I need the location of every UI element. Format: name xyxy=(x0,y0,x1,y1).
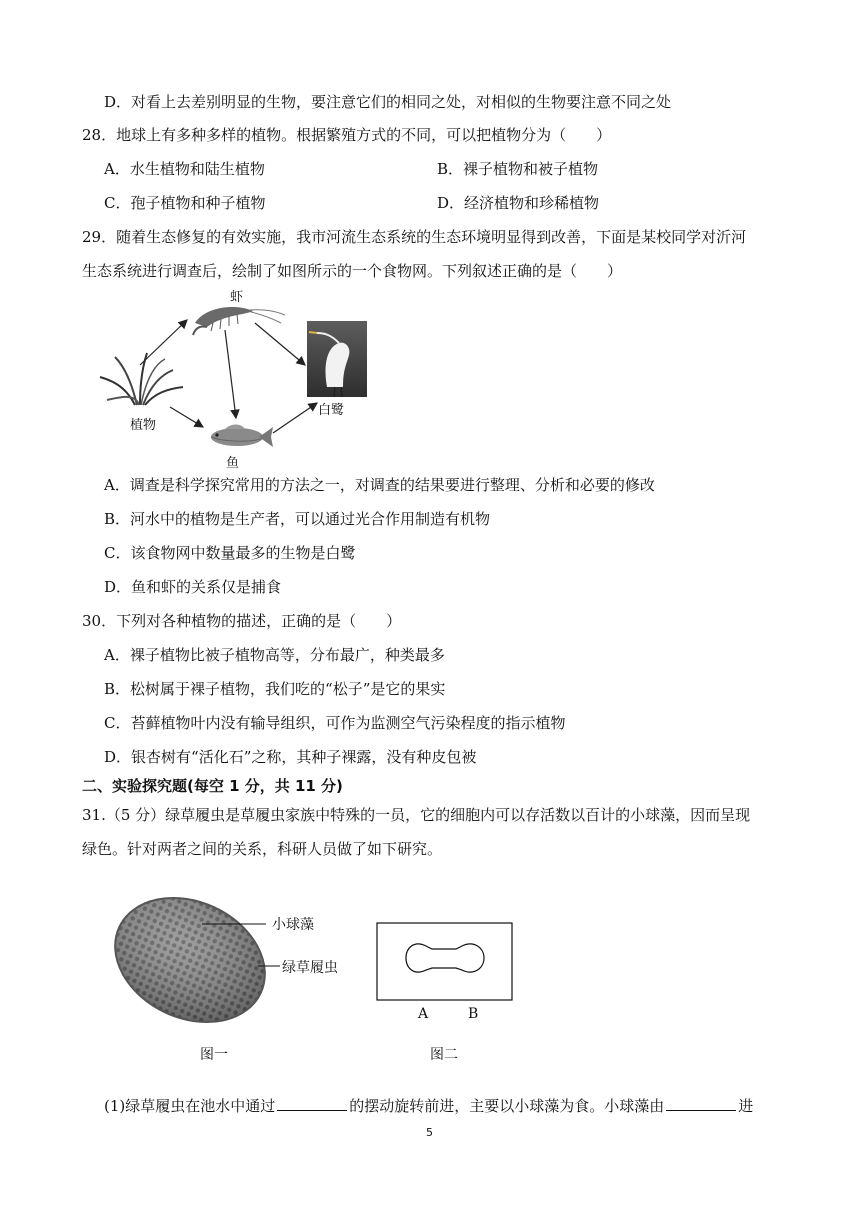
label-plant: 植物 xyxy=(130,418,157,433)
figure-2-chamber xyxy=(376,922,516,1004)
q30-option-d: D．银杏树有“活化石”之称，其种子裸露，没有种皮包被 xyxy=(104,748,477,766)
q29-option-b: B．河水中的植物是生产者，可以通过光合作用制造有机物 xyxy=(104,510,491,528)
q28-option-b: B．裸子植物和被子植物 xyxy=(437,160,599,178)
fish-image xyxy=(211,425,273,448)
q30-option-c: C．苔藓植物叶内没有输导组织，可作为监测空气污染程度的指示植物 xyxy=(104,714,566,732)
q30-stem: 30．下列对各种植物的描述，正确的是（ ） xyxy=(82,612,402,630)
q31-sub1-text-3: 进 xyxy=(738,1097,754,1115)
q29-stem-line1: 29．随着生态修复的有效实施，我市河流生态系统的生态环境明显得到改善，下面是某校同学对沂河 xyxy=(82,228,747,246)
q31-sub1-text-1: (1)绿草履虫在池水中通过 xyxy=(104,1097,276,1115)
figure-2-caption: 图二 xyxy=(430,1047,458,1063)
answer-blank-1[interactable] xyxy=(277,1094,347,1111)
q31-sub1 xyxy=(104,1094,753,1117)
egret-image xyxy=(307,321,367,397)
label-fish: 鱼 xyxy=(226,456,240,471)
page-number: 5 xyxy=(426,1126,433,1139)
label-egret: 白鹭 xyxy=(318,403,345,418)
label-a: A xyxy=(418,1006,429,1022)
q29-option-a: A．调查是科学探究常用的方法之一，对调查的结果要进行整理、分析和必要的修改 xyxy=(104,476,655,494)
section-heading: 二、实验探究题(每空 1 分，共 11 分) xyxy=(82,777,343,795)
arrow-plant-to-fish xyxy=(170,407,203,427)
q30-option-a: A．裸子植物比被子植物高等，分布最广，种类最多 xyxy=(104,646,445,664)
q31-stem-line2: 绿色。针对两者之间的关系，科研人员做了如下研究。 xyxy=(82,840,443,858)
q29-option-d: D．鱼和虾的关系仅是捕食 xyxy=(104,578,282,596)
q28-stem: 28．地球上有多种多样的植物。根据繁殖方式的不同，可以把植物分为（ ） xyxy=(82,126,612,144)
food-web-diagram xyxy=(95,285,385,470)
q28-option-c: C．孢子植物和种子植物 xyxy=(104,194,266,212)
q29-stem-line2: 生态系统进行调查后，绘制了如图所示的一个食物网。下列叙述正确的是（ ） xyxy=(82,262,623,280)
arrow-fish-to-egret xyxy=(273,403,317,433)
label-paramecium: 绿草履虫 xyxy=(282,960,338,976)
label-b: B xyxy=(468,1006,479,1022)
q31-stem-line1: 31.（5 分）绿草履虫是草履虫家族中特殊的一员，它的细胞内可以存活数以百计的小球藻，因而呈现 xyxy=(82,806,751,824)
arrow-shrimp-to-fish xyxy=(225,330,236,418)
q30-option-b: B．松树属于裸子植物，我们吃的“松子”是它的果实 xyxy=(104,680,446,698)
q31-sub1-text-2: 的摆动旋转前进，主要以小球藻为食。小球藻由 xyxy=(349,1097,665,1115)
arrow-plant-to-shrimp xyxy=(140,320,187,365)
shrimp-image xyxy=(193,307,285,335)
label-algae: 小球藻 xyxy=(272,917,314,933)
q27-option-d: D．对看上去差别明显的生物，要注意它们的相同之处，对相似的生物要注意不同之处 xyxy=(104,93,672,111)
answer-blank-2[interactable] xyxy=(666,1094,736,1111)
plant-image xyxy=(100,353,183,405)
q28-option-d: D．经济植物和珍稀植物 xyxy=(437,194,600,212)
q29-option-c: C．该食物网中数量最多的生物是白鹭 xyxy=(104,544,356,562)
figure-1-caption: 图一 xyxy=(200,1047,228,1063)
label-shrimp: 虾 xyxy=(230,290,244,305)
arrow-shrimp-to-egret xyxy=(255,323,305,365)
q28-option-a: A．水生植物和陆生植物 xyxy=(104,160,265,178)
